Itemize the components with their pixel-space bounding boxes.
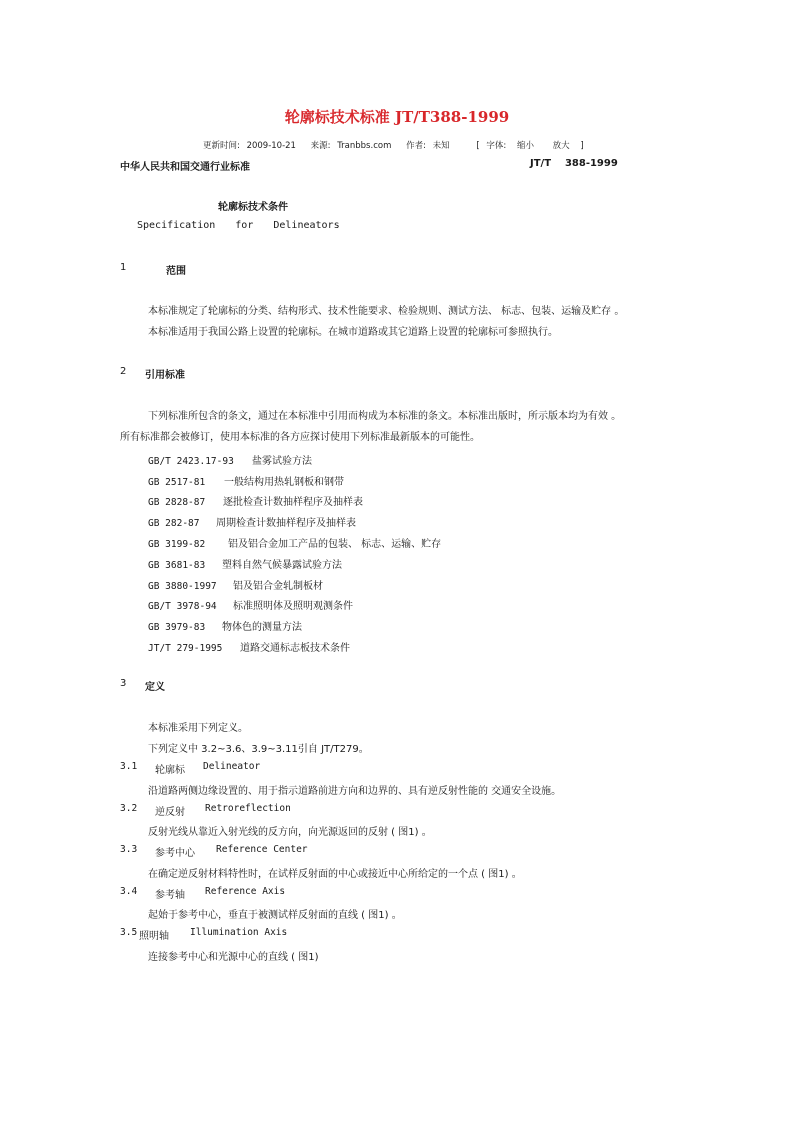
reference-code: GB/T 3978-94 <box>148 601 217 612</box>
definition-term-en: Delineator <box>203 761 261 772</box>
reference-code: GB/T 2423.17-93 <box>148 456 234 467</box>
section-3-paragraph-2: 下列定义中 3.2~3.6、3.9~3.11引自 JT/T279。 <box>148 744 369 755</box>
section-1-number: 1 <box>120 262 127 273</box>
reference-name: 铝及铝合金加工产品的包装、 标志、运输、贮存 <box>228 539 442 550</box>
section-2-number: 2 <box>120 366 127 377</box>
font-size-bracket: ] <box>580 141 584 151</box>
reference-name: 物体色的测量方法 <box>222 622 302 633</box>
definition-number: 3.4 <box>120 886 138 897</box>
reference-name: 周期检查计数抽样程序及抽样表 <box>216 518 356 529</box>
reference-name: 一般结构用热轧钢板和钢带 <box>224 477 344 488</box>
definition-text: 连接参考中心和光源中心的直线 ( 图1) <box>148 952 319 963</box>
source: 来源: Tranbbs.com <box>310 141 392 151</box>
reference-name: 铝及铝合金轧制板材 <box>233 581 323 592</box>
reference-name: 标准照明体及照明观测条件 <box>233 601 353 612</box>
definition-term-en: Reference Axis <box>205 886 286 897</box>
reference-code: GB 282-87 <box>148 518 200 529</box>
reference-name: 塑料自然气候暴露试验方法 <box>222 560 342 571</box>
section-1-paragraph-2: 本标准适用于我国公路上设置的轮廓标。在城市道路或其它道路上设置的轮廓标可参照执行。 <box>148 327 558 338</box>
definition-number: 3.2 <box>120 803 138 814</box>
definition-term-en: Illumination Axis <box>190 927 288 938</box>
definition-number: 3.1 <box>120 761 138 772</box>
reference-standard <box>148 532 441 551</box>
section-3-paragraph-1: 本标准采用下列定义。 <box>148 723 248 734</box>
reference-standard <box>148 574 323 593</box>
section-2-paragraph-2: 所有标准都会被修订，使用本标准的各方应探讨使用下列标准最新版本的可能性。 <box>120 432 480 443</box>
enlarge-font-link[interactable]: 放大 <box>552 141 570 151</box>
definition-term: 轮廓标 <box>155 765 185 776</box>
definition-term-en: Reference Center <box>216 844 308 855</box>
reference-code: GB 3979-83 <box>148 622 206 633</box>
definition-term-en: Retroreflection <box>205 803 291 814</box>
definition-text: 反射光线从靠近入射光线的反方向，向光源返回的反射 ( 图1) 。 <box>148 827 432 838</box>
reference-name: 盐雾试验方法 <box>252 456 312 467</box>
page-title: 轮廓标技术标准 JT/T388-1999 <box>284 108 510 126</box>
section-3-title: 定义 <box>145 682 165 693</box>
author: 作者: 未知 <box>406 141 450 151</box>
definition-term: 逆反射 <box>155 807 185 818</box>
section-2-title: 引用标准 <box>145 370 185 381</box>
standard-header-left: 中华人民共和国交通行业标准 <box>120 162 250 173</box>
reference-standard <box>148 553 342 572</box>
section-3-number: 3 <box>120 678 127 689</box>
section-1-title: 范围 <box>166 266 186 277</box>
reference-name: 道路交通标志板技术条件 <box>240 643 350 654</box>
reference-standard <box>148 470 344 489</box>
reference-standard <box>148 594 353 613</box>
definition-number: 3.5 <box>120 927 138 938</box>
reference-standard <box>148 636 350 655</box>
definition-text: 在确定逆反射材料特性时，在试样反射面的中心或接近中心所给定的一个点 ( 图1) 。 <box>148 869 522 880</box>
article-meta <box>203 139 592 151</box>
reference-code: GB 2517-81 <box>148 477 206 488</box>
shrink-font-link[interactable]: 缩小 <box>516 141 534 151</box>
reference-standard <box>148 511 356 530</box>
reference-standard <box>148 615 302 634</box>
standard-header-right: JT/T 388-1999 <box>530 158 618 169</box>
section-1-paragraph-1: 本标准规定了轮廓标的分类、结构形式、技术性能要求、检验规则、测试方法、 标志、包装、运输及贮存 。 <box>148 306 625 317</box>
definition-term: 参考中心 <box>155 848 195 859</box>
reference-code: GB 3199-82 <box>148 539 206 550</box>
reference-code: JT/T 279-1995 <box>148 643 223 654</box>
definition-term: 参考轴 <box>155 890 185 901</box>
document-subtitle-en: Specification for Delineators <box>137 220 340 231</box>
definition-term: 照明轴 <box>139 931 169 942</box>
reference-code: GB 3880-1997 <box>148 581 217 592</box>
reference-standard <box>148 449 312 468</box>
definition-number: 3.3 <box>120 844 138 855</box>
reference-name: 逐批检查计数抽样程序及抽样表 <box>223 497 363 508</box>
reference-code: GB 2828-87 <box>148 497 206 508</box>
definition-text: 起始于参考中心，垂直于被测试样反射面的直线 ( 图1) 。 <box>148 910 402 921</box>
reference-code: GB 3681-83 <box>148 560 206 571</box>
definition-text: 沿道路两侧边缘设置的、用于指示道路前进方向和边界的、具有逆反射性能的 交通安全设施。 <box>148 786 562 797</box>
font-size-label: [ 字体: <box>476 141 507 151</box>
section-2-paragraph-1: 下列标准所包含的条文，通过在本标准中引用而构成为本标准的条文。本标准出版时，所示版本均为有效 。 <box>148 411 622 422</box>
reference-standard <box>148 490 363 509</box>
document-subtitle: 轮廓标技术条件 <box>218 202 288 213</box>
update-time: 更新时间: 2009-10-21 <box>203 141 296 151</box>
